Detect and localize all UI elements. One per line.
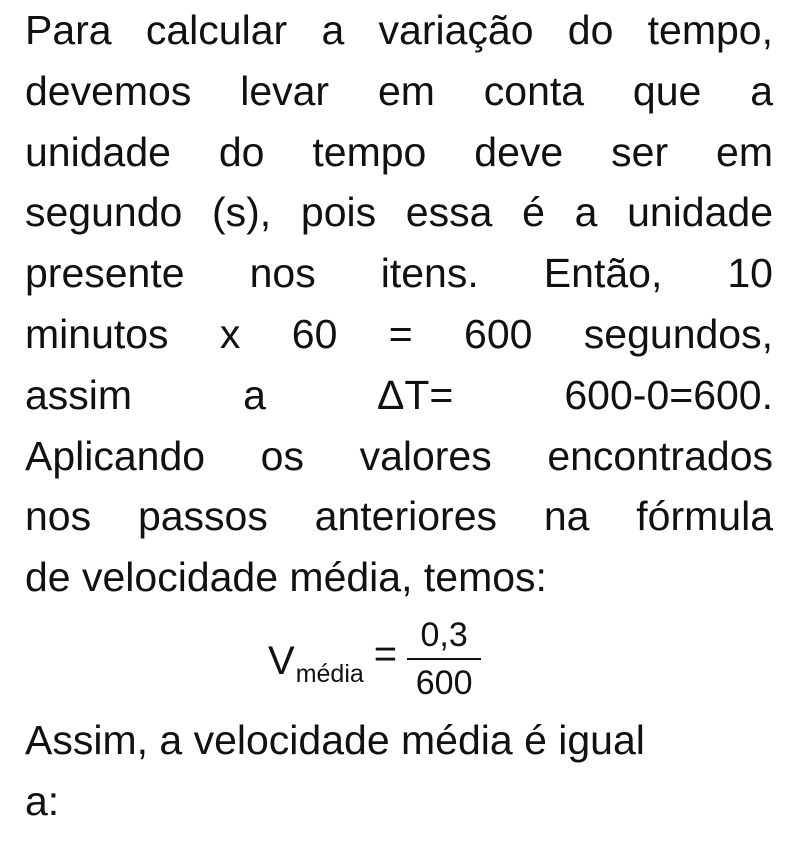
text-line: unidade do tempo deve ser em (25, 128, 773, 175)
explanation-paragraph (25, 0, 773, 608)
text-line: assim a ΔT= 600-0=600. (25, 371, 773, 418)
average-velocity-formula (25, 608, 773, 738)
text-line: segundo (s), pois essa é a unidade (25, 189, 773, 236)
text-line: devemos levar em conta que a (25, 67, 773, 114)
text-line: nos passos anteriores na fórmula (25, 493, 773, 540)
formula-expression (268, 616, 481, 706)
text-line: Aplicando os valores encontrados (25, 432, 773, 479)
fraction-numerator: 0,3 (420, 615, 468, 654)
formula-equals-sign: = (373, 632, 398, 677)
fraction-denominator: 600 (415, 663, 473, 702)
text-line: presente nos itens. Então, 10 (25, 250, 773, 297)
text-line: minutos x 60 = 600 segundos, (25, 310, 773, 357)
text-line: a: (25, 777, 60, 824)
formula-variable: V (268, 638, 295, 683)
text-line: Assim, a velocidade média é igual (25, 716, 645, 763)
formula-subscript: média (295, 660, 364, 689)
text-line: de velocidade média, temos: (25, 554, 547, 601)
formula-fraction (407, 615, 481, 702)
text-line: Para calcular a variação do tempo, (25, 7, 773, 53)
